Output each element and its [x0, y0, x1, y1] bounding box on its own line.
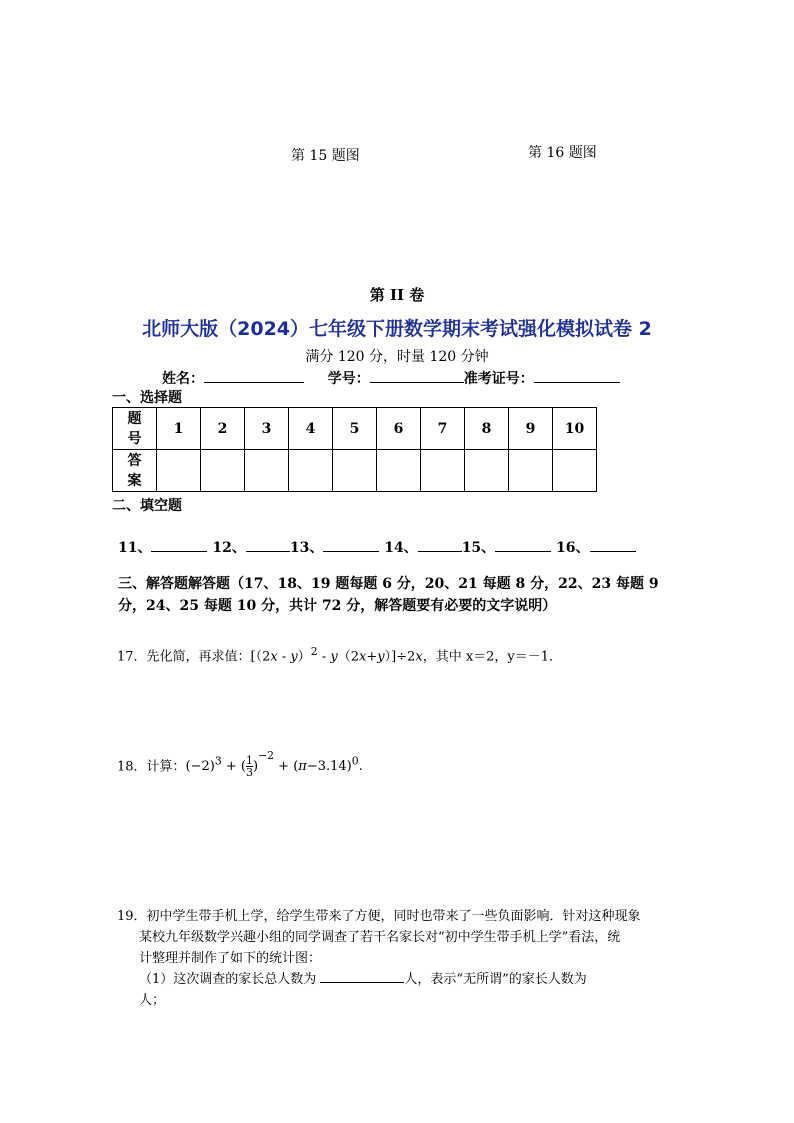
q17-suffix: ，其中 x＝2，y＝－1．: [422, 649, 563, 665]
exam-number-label: 准考证号：: [463, 371, 534, 387]
student-info-line: [162, 368, 620, 388]
fill-blank-line: [118, 537, 636, 557]
fill-item-13: 13、: [289, 540, 324, 556]
answer-table: [112, 407, 597, 492]
q17-prefix: 17．先化简，再求值：[（2: [117, 649, 271, 665]
fill-blank-12[interactable]: [246, 537, 290, 552]
section2-heading: 二、填空题: [112, 498, 182, 514]
name-blank[interactable]: [204, 368, 304, 383]
q18-expression: $(-2)^3$ + ( $\frac{1}{3}$ )$^{-2} + (\pi-3.14)^0$.: [185, 749, 363, 780]
question-18: [117, 751, 363, 778]
q19-part-1: （1）这次调查的家长总人数为 人，表示“无所谓”的家长人数为: [139, 972, 587, 987]
answer-cell[interactable]: [201, 450, 245, 492]
question-number-cell: 2: [201, 408, 245, 450]
figure-15-caption: 第 15 题图: [291, 148, 360, 164]
student-id-label: 学号：: [327, 371, 370, 387]
figure-16-caption: 第 16 题图: [528, 145, 597, 161]
q18-prefix: 18．计算：: [117, 759, 186, 775]
fill-item-14: 14、: [384, 540, 418, 556]
exam-title: 北师大版（2024）七年级下册数学期末考试强化模拟试卷 2: [142, 318, 652, 340]
q19-total-blank[interactable]: [320, 970, 404, 983]
fill-blank-14[interactable]: [418, 537, 462, 552]
answer-cell[interactable]: [421, 450, 465, 492]
question-number-cell: 10: [553, 408, 597, 450]
question-number-cell: 4: [289, 408, 333, 450]
answer-cell[interactable]: [377, 450, 421, 492]
question-number-cell: 6: [377, 408, 421, 450]
q19-line-2: 某校九年级数学兴趣小组的同学调查了若干名家长对“初中学生带手机上学”看法，统: [139, 930, 621, 945]
volume-label: 第 II 卷: [369, 286, 425, 304]
exam-number-blank[interactable]: [534, 368, 620, 383]
row-header-answer: 答 案: [113, 450, 157, 492]
question-number-cell: 1: [157, 408, 201, 450]
answer-cell[interactable]: [553, 450, 597, 492]
question-19: [117, 906, 682, 1011]
name-label: 姓名：: [162, 371, 204, 387]
fill-blank-15[interactable]: [495, 537, 551, 552]
fill-blank-13[interactable]: [323, 537, 379, 552]
answer-cell[interactable]: [509, 450, 553, 492]
table-row: [113, 450, 597, 492]
fill-blank-16[interactable]: [590, 537, 636, 552]
fill-item-12: 12、: [212, 540, 246, 556]
question-number-cell: 3: [245, 408, 289, 450]
question-number-cell: 7: [421, 408, 465, 450]
fill-item-16: 16、: [556, 540, 590, 556]
fill-item-11: 11、: [118, 540, 152, 556]
answer-cell[interactable]: [333, 450, 377, 492]
question-number-cell: 9: [509, 408, 553, 450]
row-header-number: 题 号: [113, 408, 157, 450]
exam-subtitle: 满分 120 分，时量 120 分钟: [305, 349, 489, 365]
answer-cell[interactable]: [465, 450, 509, 492]
section1-heading: 一、选择题: [112, 390, 182, 406]
q19-line-3: 计整理并制作了如下的统计图：: [139, 951, 322, 966]
section3-heading: 三、解答题解答题（17、18、19 题每题 6 分，20、21 每题 8 分，22、23 每题 9 分，24、25 每题 10 分，共计 72 分，解答题要有必要的文字说明）: [118, 576, 659, 614]
question-number-cell: 5: [333, 408, 377, 450]
table-row: [113, 408, 597, 450]
answer-cell[interactable]: [289, 450, 333, 492]
question-17: 17．先化简，再求值：[（2x - y）$^2$ - y（2x+y）]÷2x，其中 x＝2，y＝－1．: [117, 645, 563, 665]
answer-cell[interactable]: [157, 450, 201, 492]
fill-blank-11[interactable]: [151, 537, 207, 552]
student-id-blank[interactable]: [370, 368, 464, 383]
fill-item-15: 15、: [461, 540, 496, 556]
question-number-cell: 8: [465, 408, 509, 450]
answer-cell[interactable]: [245, 450, 289, 492]
q19-line-1: 19．初中学生带手机上学，给学生带来了方便，同时也带来了一些负面影响．针对这种现象: [117, 909, 641, 924]
q19-part-1-end: 人；: [139, 993, 166, 1008]
